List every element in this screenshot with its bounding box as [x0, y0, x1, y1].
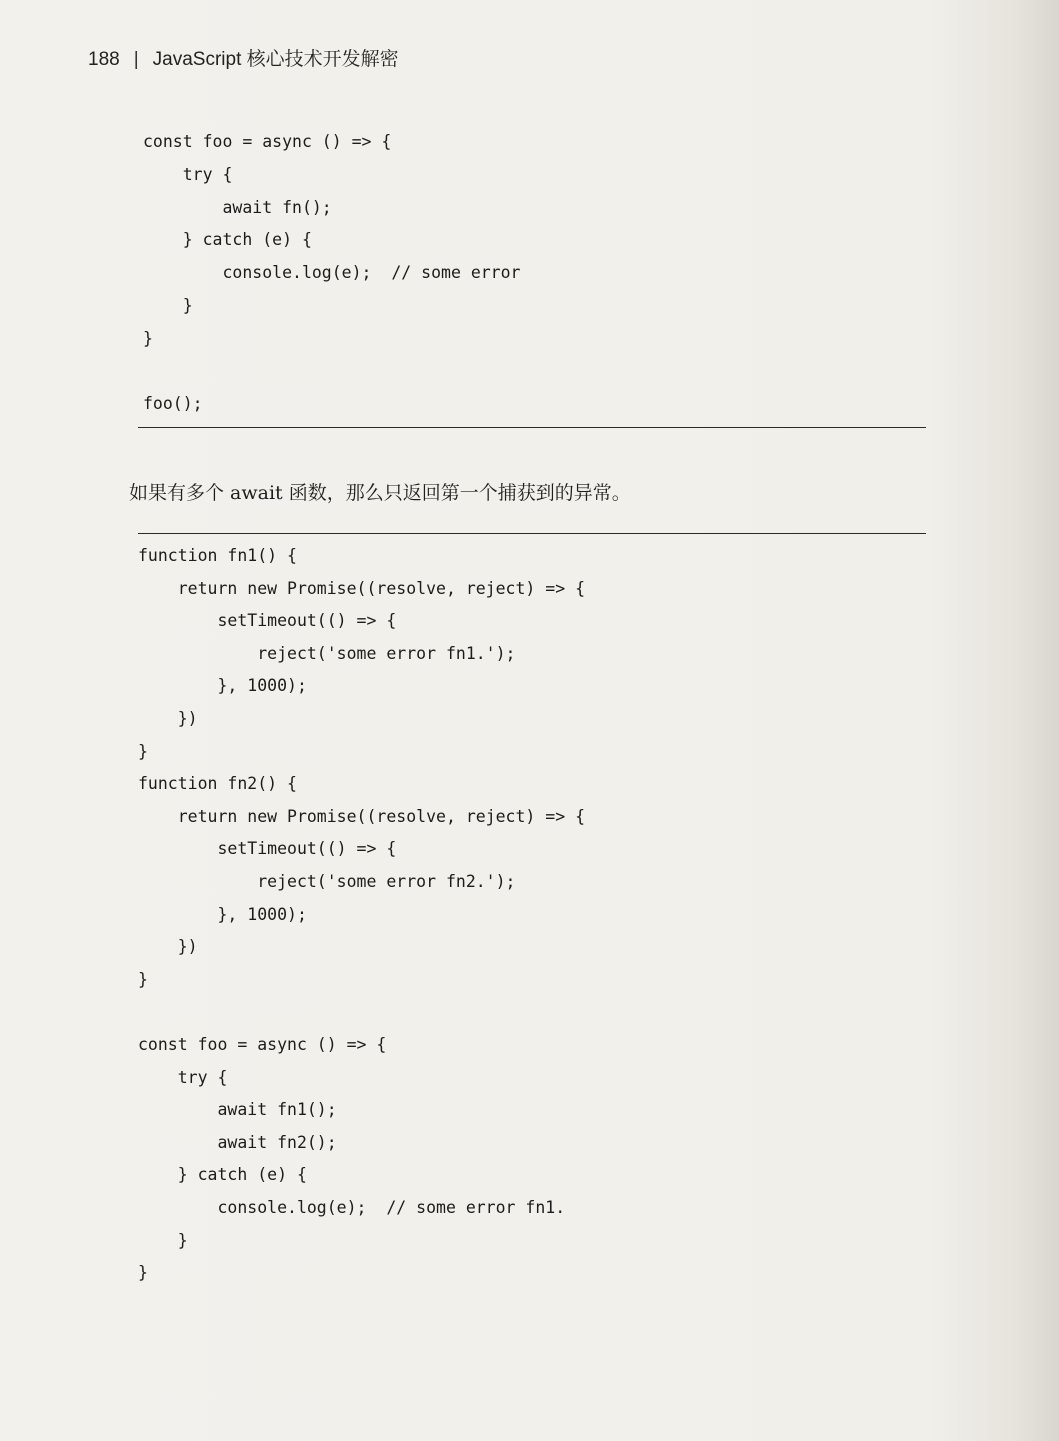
code-line: } catch (e) { — [138, 1165, 307, 1185]
code-line: } — [138, 969, 148, 989]
code-line: setTimeout(() => { — [138, 839, 397, 859]
code-line: function fn2() { — [138, 774, 297, 794]
running-header — [88, 44, 399, 71]
body-paragraph: 如果有多个 await 函数，那么只返回第一个捕获到的异常。 — [129, 482, 631, 504]
code-line: return new Promise((resolve, reject) => { — [138, 806, 586, 826]
code-line: const foo = async () => { — [143, 132, 392, 151]
code-line: }, 1000); — [138, 676, 307, 696]
code-line: await fn1(); — [138, 1100, 337, 1120]
code-line: console.log(e); // some error — [143, 263, 521, 283]
code-line: reject('some error fn2.'); — [138, 872, 516, 891]
code-line: } — [143, 328, 153, 348]
code-line: await fn2(); — [138, 1132, 337, 1152]
code-line: foo(); — [143, 394, 203, 414]
code-line: } — [138, 741, 148, 761]
code-line: try { — [138, 1067, 228, 1087]
code-block-1-bottom-rule — [138, 427, 926, 428]
code-line: setTimeout(() => { — [138, 611, 397, 631]
book-title: JavaScript 核心技术开发解密 — [152, 49, 399, 70]
code-line: try { — [143, 164, 233, 184]
code-line: reject('some error fn1.'); — [138, 643, 516, 663]
code-line: } catch (e) { — [143, 230, 312, 250]
code-line: await fn(); — [143, 197, 332, 217]
code-line: function fn1() { — [138, 546, 297, 565]
code-line: }, 1000); — [138, 904, 307, 924]
code-block-2-top-rule — [138, 533, 926, 534]
code-line: console.log(e); // some error fn1. — [138, 1198, 566, 1217]
code-line: const foo = async () => { — [138, 1035, 387, 1054]
code-line: } — [138, 1230, 188, 1250]
code-line: }) — [138, 937, 198, 957]
code-line: return new Promise((resolve, reject) => { — [138, 578, 586, 598]
page-number: 188 — [88, 49, 120, 70]
code-line: } — [138, 1263, 148, 1283]
header-separator: | — [133, 49, 139, 70]
code-line: } — [143, 296, 193, 315]
code-line: }) — [138, 709, 198, 728]
